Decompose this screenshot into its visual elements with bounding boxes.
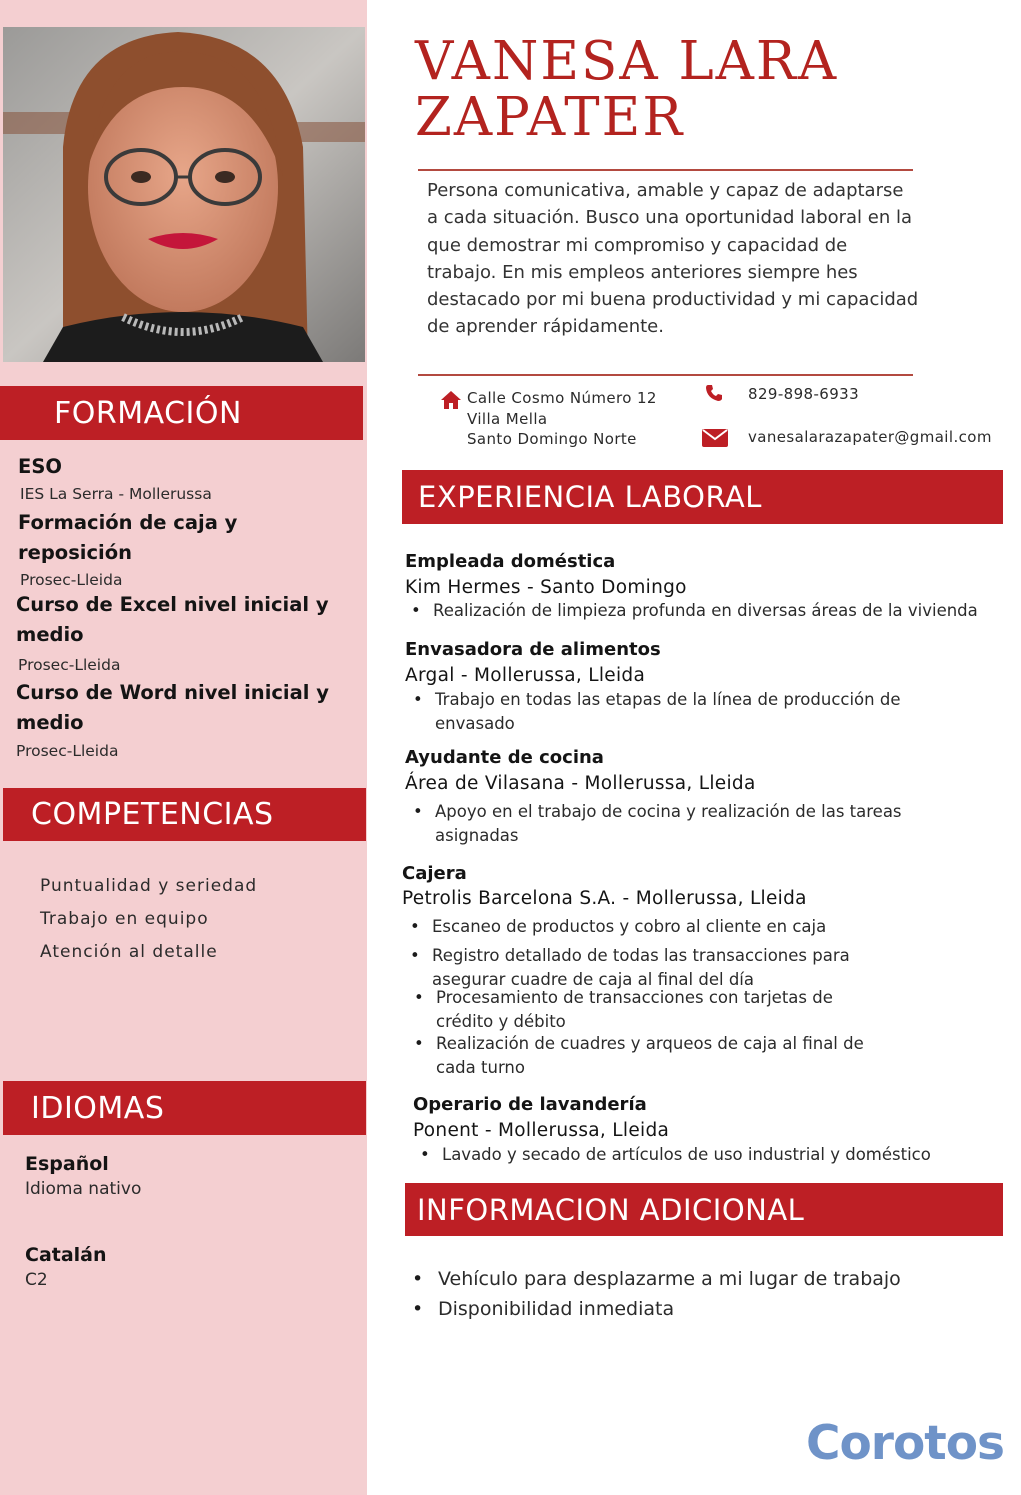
candidate-name — [415, 31, 839, 148]
address-line2: Villa Mella — [467, 409, 548, 428]
job-bullet: • Registro detallado de todas las transacciones para asegurar cuadre de caja al final del día — [432, 944, 902, 991]
job-bullet: • Realización de limpieza profunda en diversas áreas de la vivienda — [433, 599, 1013, 623]
job-bullet: • Apoyo en el trabajo de cocina y realización de las tareas asignadas — [435, 800, 945, 847]
job-title: Cajera — [402, 863, 467, 884]
profile-summary: Persona comunicativa, amable y capaz de adaptarse a cada situación. Busco una oportunidad laboral en la que demostrar mi compromiso y capacidad de trabajo. En mis empleos anteriores siempre hes destacado por mi buena productividad y mi capacidad de aprender rápidamente. — [427, 180, 919, 338]
phone-number[interactable]: 829-898-6933 — [748, 385, 860, 403]
section-experiencia-title: EXPERIENCIA LABORAL — [418, 480, 762, 514]
education-institution: Prosec-Lleida — [16, 742, 119, 760]
address-line1: Calle Cosmo Número 12 — [467, 389, 657, 407]
job-bullet: • Realización de cuadres y arqueos de caja al final de cada turno — [436, 1032, 906, 1079]
job-bullet: • Escaneo de productos y cobro al cliente en caja — [432, 915, 932, 939]
education-institution: IES La Serra - Mollerussa — [20, 485, 212, 503]
section-competencias-header — [3, 788, 366, 841]
home-icon — [440, 390, 462, 414]
section-formacion-header — [0, 386, 363, 440]
education-title: ESO — [18, 455, 62, 478]
education-item — [16, 678, 346, 738]
education-title: Curso de Excel nivel inicial y medio — [16, 593, 329, 646]
language-level: C2 — [25, 1270, 48, 1290]
education-institution: Prosec-Lleida — [20, 571, 123, 589]
profile-photo-illustration — [3, 27, 365, 362]
education-title: Curso de Word nivel inicial y medio — [16, 681, 329, 734]
address-line3: Santo Domingo Norte — [467, 430, 637, 448]
language-name: Catalán — [25, 1244, 107, 1266]
candidate-name-line2: ZAPATER — [415, 87, 685, 148]
job-bullet: • Lavado y secado de artículos de uso industrial y doméstico — [442, 1143, 1002, 1167]
email-icon — [702, 429, 728, 451]
skill-item: Atención al detalle — [40, 942, 218, 962]
job-company: Argal - Mollerussa, Lleida — [405, 665, 646, 686]
education-institution: Prosec-Lleida — [18, 656, 121, 674]
job-title: Ayudante de cocina — [405, 747, 604, 768]
email-address[interactable]: vanesalarazapater@gmail.com — [748, 428, 992, 446]
education-item — [18, 508, 318, 568]
divider — [418, 169, 913, 171]
job-company: Área de Vilasana - Mollerussa, Lleida — [405, 773, 756, 794]
job-title: Empleada doméstica — [405, 551, 616, 572]
additional-item: • Disponibilidad inmediata — [438, 1298, 674, 1320]
education-item — [18, 452, 358, 482]
job-bullet: • Trabajo en todas las etapas de la línea de producción de envasado — [435, 688, 955, 735]
job-title: Envasadora de alimentos — [405, 639, 661, 660]
section-idiomas-header — [3, 1081, 366, 1135]
candidate-name-line1: VANESA LARA — [415, 31, 839, 92]
divider — [418, 374, 913, 376]
section-idiomas-title: IDIOMAS — [31, 1090, 165, 1126]
job-bullet: • Procesamiento de transacciones con tarjetas de crédito y débito — [436, 986, 886, 1033]
skill-item: Puntualidad y seriedad — [40, 876, 258, 896]
address — [467, 388, 657, 450]
additional-item: • Vehículo para desplazarme a mi lugar de trabajo — [438, 1268, 901, 1290]
profile-photo — [3, 27, 365, 362]
job-company: Ponent - Mollerussa, Lleida — [413, 1120, 670, 1141]
section-competencias-title: COMPETENCIAS — [31, 797, 274, 832]
corotos-logo: Corotos — [806, 1416, 1004, 1471]
language-name: Español — [25, 1153, 109, 1175]
education-item — [16, 590, 346, 650]
job-company: Kim Hermes - Santo Domingo — [405, 577, 687, 598]
skill-item: Trabajo en equipo — [40, 909, 209, 929]
education-title: Formación de caja y reposición — [18, 511, 238, 564]
job-title: Operario de lavandería — [413, 1094, 647, 1115]
section-adicional-title: INFORMACION ADICIONAL — [417, 1192, 805, 1227]
job-company: Petrolis Barcelona S.A. - Mollerussa, Lleida — [402, 888, 807, 909]
phone-icon — [705, 384, 723, 406]
section-experiencia-header — [402, 470, 1003, 524]
section-formacion-title: FORMACIÓN — [54, 395, 242, 431]
language-level: Idioma nativo — [25, 1179, 142, 1199]
section-adicional-header — [405, 1183, 1003, 1236]
